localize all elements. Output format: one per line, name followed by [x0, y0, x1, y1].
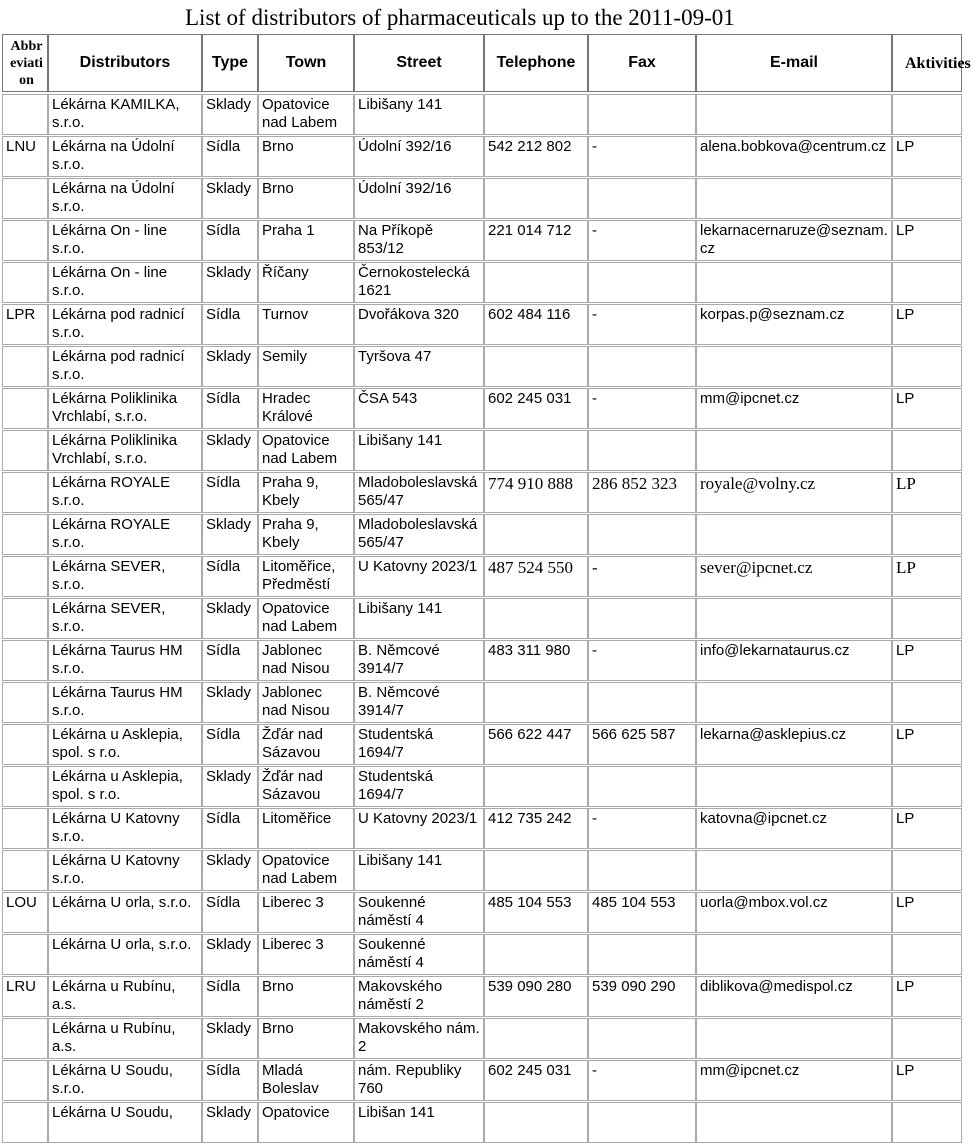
abbreviation-cell: LPR	[2, 304, 48, 345]
type-cell: Sídla	[202, 220, 258, 261]
table-row	[0, 1060, 980, 1102]
fax-cell: -	[588, 640, 696, 681]
activity-cell	[892, 514, 962, 555]
town-cell: Praha 9, Kbely	[258, 514, 354, 555]
table-row	[0, 388, 980, 430]
fax-cell	[588, 682, 696, 723]
street-cell: Libišan 141	[354, 1102, 484, 1143]
fax-cell	[588, 598, 696, 639]
street-cell: Černokostelecká 1621	[354, 262, 484, 303]
email-cell	[696, 598, 892, 639]
table-row	[0, 724, 980, 766]
abbreviation-cell	[2, 430, 48, 471]
abbreviation-cell	[2, 556, 48, 597]
town-cell: Opatovice nad Labem	[258, 430, 354, 471]
fax-cell	[588, 178, 696, 219]
type-cell: Sklady	[202, 178, 258, 219]
abbreviation-cell	[2, 514, 48, 555]
activity-cell	[892, 262, 962, 303]
table-row	[0, 976, 980, 1018]
town-cell: Litoměřice, Předměstí	[258, 556, 354, 597]
table-row	[0, 934, 980, 976]
type-cell: Sídla	[202, 304, 258, 345]
distributor-cell: Lékárna U Katovny s.r.o.	[48, 850, 202, 891]
town-cell: Liberec 3	[258, 892, 354, 933]
street-cell: Soukenné náměstí 4	[354, 892, 484, 933]
type-cell: Sídla	[202, 388, 258, 429]
abbreviation-cell	[2, 1060, 48, 1101]
abbreviation-cell	[2, 598, 48, 639]
abbreviation-cell	[2, 262, 48, 303]
activity-cell: LP	[892, 556, 962, 597]
activity-cell: LP	[892, 220, 962, 261]
type-cell: Sklady	[202, 598, 258, 639]
table-row	[0, 136, 980, 178]
table-row	[0, 178, 980, 220]
distributor-cell: Lékárna SEVER, s.r.o.	[48, 556, 202, 597]
type-cell: Sklady	[202, 346, 258, 387]
email-cell	[696, 514, 892, 555]
header-type: Type	[202, 34, 258, 92]
header-distributors: Distributors	[48, 34, 202, 92]
fax-cell: -	[588, 1060, 696, 1101]
town-cell: Opatovice	[258, 1102, 354, 1143]
town-cell: Praha 1	[258, 220, 354, 261]
fax-cell: 566 625 587	[588, 724, 696, 765]
email-cell: lekarnacernaruze@seznam.cz	[696, 220, 892, 261]
header-town: Town	[258, 34, 354, 92]
table-row	[0, 556, 980, 598]
activity-cell: LP	[892, 1060, 962, 1101]
telephone-cell	[484, 766, 588, 807]
type-cell: Sklady	[202, 934, 258, 975]
street-cell: Libišany 141	[354, 430, 484, 471]
table-row	[0, 346, 980, 388]
email-cell: sever@ipcnet.cz	[696, 556, 892, 597]
street-cell: U Katovny 2023/1	[354, 808, 484, 849]
type-cell: Sídla	[202, 556, 258, 597]
distributor-cell: Lékárna Taurus HM s.r.o.	[48, 682, 202, 723]
street-cell: B. Němcové 3914/7	[354, 682, 484, 723]
distributor-cell: Lékárna Poliklinika Vrchlabí, s.r.o.	[48, 430, 202, 471]
header-email: E-mail	[696, 34, 892, 92]
street-cell: Studentská 1694/7	[354, 766, 484, 807]
table-row	[0, 892, 980, 934]
town-cell: Brno	[258, 136, 354, 177]
street-cell: U Katovny 2023/1	[354, 556, 484, 597]
town-cell: Hradec Králové	[258, 388, 354, 429]
distributor-cell: Lékárna u Asklepia, spol. s r.o.	[48, 724, 202, 765]
street-cell: Mladoboleslavská 565/47	[354, 472, 484, 513]
email-cell	[696, 850, 892, 891]
fax-cell	[588, 1102, 696, 1143]
street-cell: Údolní 392/16	[354, 178, 484, 219]
abbreviation-cell	[2, 682, 48, 723]
email-cell	[696, 1102, 892, 1143]
fax-cell: -	[588, 388, 696, 429]
fax-cell: 286 852 323	[588, 472, 696, 513]
table-row	[0, 766, 980, 808]
email-cell: korpas.p@seznam.cz	[696, 304, 892, 345]
activity-cell	[892, 682, 962, 723]
type-cell: Sklady	[202, 262, 258, 303]
table-row	[0, 430, 980, 472]
table-row	[0, 220, 980, 262]
type-cell: Sídla	[202, 136, 258, 177]
street-cell: Soukenné náměstí 4	[354, 934, 484, 975]
telephone-cell	[484, 1018, 588, 1059]
fax-cell: -	[588, 808, 696, 849]
fax-cell: -	[588, 556, 696, 597]
activity-cell	[892, 598, 962, 639]
activity-cell	[892, 934, 962, 975]
street-cell: ČSA 543	[354, 388, 484, 429]
type-cell: Sklady	[202, 94, 258, 135]
street-cell: Makovského nám. 2	[354, 1018, 484, 1059]
email-cell: katovna@ipcnet.cz	[696, 808, 892, 849]
email-cell: royale@volny.cz	[696, 472, 892, 513]
distributor-cell: Lékárna pod radnicí s.r.o.	[48, 304, 202, 345]
street-cell: Na Příkopě 853/12	[354, 220, 484, 261]
abbreviation-cell: LRU	[2, 976, 48, 1017]
activity-cell	[892, 94, 962, 135]
type-cell: Sídla	[202, 472, 258, 513]
telephone-cell	[484, 94, 588, 135]
abbreviation-cell	[2, 808, 48, 849]
town-cell: Semily	[258, 346, 354, 387]
fax-cell: -	[588, 136, 696, 177]
fax-cell: 485 104 553	[588, 892, 696, 933]
telephone-cell	[484, 682, 588, 723]
type-cell: Sídla	[202, 976, 258, 1017]
town-cell: Žďár nad Sázavou	[258, 766, 354, 807]
abbreviation-cell	[2, 640, 48, 681]
street-cell: Makovského náměstí 2	[354, 976, 484, 1017]
fax-cell	[588, 430, 696, 471]
activity-cell: LP	[892, 472, 962, 513]
email-cell: alena.bobkova@centrum.cz	[696, 136, 892, 177]
fax-cell	[588, 766, 696, 807]
activity-cell: LP	[892, 388, 962, 429]
activity-cell	[892, 1102, 962, 1143]
abbreviation-cell	[2, 472, 48, 513]
town-cell: Žďár nad Sázavou	[258, 724, 354, 765]
telephone-cell	[484, 514, 588, 555]
type-cell: Sklady	[202, 766, 258, 807]
street-cell: Údolní 392/16	[354, 136, 484, 177]
table-row	[0, 1018, 980, 1060]
telephone-cell: 412 735 242	[484, 808, 588, 849]
telephone-cell: 542 212 802	[484, 136, 588, 177]
telephone-cell	[484, 178, 588, 219]
distributors-table	[0, 34, 980, 1144]
activity-cell	[892, 346, 962, 387]
table-row	[0, 262, 980, 304]
distributor-cell: Lékárna KAMILKA, s.r.o.	[48, 94, 202, 135]
table-row	[0, 472, 980, 514]
email-cell	[696, 262, 892, 303]
telephone-cell: 487 524 550	[484, 556, 588, 597]
town-cell: Opatovice nad Labem	[258, 94, 354, 135]
distributor-cell: Lékárna U Katovny s.r.o.	[48, 808, 202, 849]
distributor-cell: Lékárna U orla, s.r.o.	[48, 934, 202, 975]
abbreviation-cell	[2, 388, 48, 429]
type-cell: Sklady	[202, 1018, 258, 1059]
abbreviation-cell	[2, 1102, 48, 1143]
activity-cell: LP	[892, 976, 962, 1017]
abbreviation-cell	[2, 766, 48, 807]
type-cell: Sídla	[202, 1060, 258, 1101]
header-telephone: Telephone	[484, 34, 588, 92]
type-cell: Sklady	[202, 1102, 258, 1143]
type-cell: Sídla	[202, 892, 258, 933]
town-cell: Brno	[258, 976, 354, 1017]
email-cell	[696, 682, 892, 723]
telephone-cell: 774 910 888	[484, 472, 588, 513]
abbreviation-cell	[2, 850, 48, 891]
type-cell: Sklady	[202, 850, 258, 891]
type-cell: Sklady	[202, 514, 258, 555]
activity-cell: LP	[892, 724, 962, 765]
town-cell: Liberec 3	[258, 934, 354, 975]
telephone-cell	[484, 346, 588, 387]
email-cell: lekarna@asklepius.cz	[696, 724, 892, 765]
activity-cell	[892, 766, 962, 807]
table-row	[0, 682, 980, 724]
distributor-cell: Lékárna Taurus HM s.r.o.	[48, 640, 202, 681]
street-cell: Mladoboleslavská 565/47	[354, 514, 484, 555]
telephone-cell: 602 484 116	[484, 304, 588, 345]
distributor-cell: Lékárna pod radnicí s.r.o.	[48, 346, 202, 387]
street-cell: Libišany 141	[354, 850, 484, 891]
street-cell: Tyršova 47	[354, 346, 484, 387]
distributor-cell: Lékárna ROYALE s.r.o.	[48, 514, 202, 555]
email-cell: mm@ipcnet.cz	[696, 1060, 892, 1101]
activity-cell	[892, 1018, 962, 1059]
email-cell	[696, 94, 892, 135]
activity-cell: LP	[892, 640, 962, 681]
town-cell: Opatovice nad Labem	[258, 850, 354, 891]
header-fax: Fax	[588, 34, 696, 92]
table-row	[0, 1102, 980, 1144]
town-cell: Brno	[258, 178, 354, 219]
distributor-cell: Lékárna u Rubínu, a.s.	[48, 1018, 202, 1059]
activity-cell	[892, 850, 962, 891]
distributor-cell: Lékárna na Údolní s.r.o.	[48, 178, 202, 219]
abbreviation-cell	[2, 346, 48, 387]
table-row	[0, 304, 980, 346]
distributor-cell: Lékárna SEVER, s.r.o.	[48, 598, 202, 639]
distributor-cell: Lékárna na Údolní s.r.o.	[48, 136, 202, 177]
street-cell: B. Němcové 3914/7	[354, 640, 484, 681]
town-cell: Litoměřice	[258, 808, 354, 849]
type-cell: Sídla	[202, 808, 258, 849]
telephone-cell	[484, 934, 588, 975]
fax-cell	[588, 934, 696, 975]
table-row	[0, 850, 980, 892]
table-row	[0, 94, 980, 136]
activity-cell: LP	[892, 304, 962, 345]
activity-cell: LP	[892, 892, 962, 933]
abbreviation-cell: LNU	[2, 136, 48, 177]
telephone-cell	[484, 262, 588, 303]
activity-cell: LP	[892, 808, 962, 849]
activity-cell	[892, 178, 962, 219]
fax-cell	[588, 1018, 696, 1059]
activity-cell: LP	[892, 136, 962, 177]
street-cell: Libišany 141	[354, 598, 484, 639]
abbreviation-cell	[2, 94, 48, 135]
telephone-cell	[484, 1102, 588, 1143]
abbreviation-cell	[2, 178, 48, 219]
telephone-cell	[484, 850, 588, 891]
fax-cell	[588, 514, 696, 555]
type-cell: Sídla	[202, 640, 258, 681]
street-cell: Libišany 141	[354, 94, 484, 135]
distributor-cell: Lékárna On - line s.r.o.	[48, 262, 202, 303]
distributor-cell: Lékárna U Soudu,	[48, 1102, 202, 1143]
distributor-cell: Lékárna u Rubínu, a.s.	[48, 976, 202, 1017]
distributor-cell: Lékárna ROYALE s.r.o.	[48, 472, 202, 513]
table-row	[0, 808, 980, 850]
distributor-cell: Lékárna u Asklepia, spol. s r.o.	[48, 766, 202, 807]
street-cell: Dvořákova 320	[354, 304, 484, 345]
fax-cell	[588, 850, 696, 891]
email-cell: mm@ipcnet.cz	[696, 388, 892, 429]
telephone-cell	[484, 430, 588, 471]
distributor-cell: Lékárna U Soudu, s.r.o.	[48, 1060, 202, 1101]
fax-cell	[588, 94, 696, 135]
header-activities: Aktivities	[892, 34, 962, 92]
email-cell	[696, 346, 892, 387]
email-cell: diblikova@medispol.cz	[696, 976, 892, 1017]
type-cell: Sklady	[202, 682, 258, 723]
table-row	[0, 640, 980, 682]
town-cell: Říčany	[258, 262, 354, 303]
town-cell: Praha 9, Kbely	[258, 472, 354, 513]
town-cell: Jablonec nad Nisou	[258, 640, 354, 681]
header-street: Street	[354, 34, 484, 92]
fax-cell: 539 090 290	[588, 976, 696, 1017]
telephone-cell: 539 090 280	[484, 976, 588, 1017]
telephone-cell: 485 104 553	[484, 892, 588, 933]
table-body	[0, 94, 980, 1144]
table-row	[0, 514, 980, 556]
fax-cell: -	[588, 304, 696, 345]
town-cell: Opatovice nad Labem	[258, 598, 354, 639]
fax-cell: -	[588, 220, 696, 261]
town-cell: Jablonec nad Nisou	[258, 682, 354, 723]
type-cell: Sklady	[202, 430, 258, 471]
abbreviation-cell	[2, 220, 48, 261]
distributor-cell: Lékárna U orla, s.r.o.	[48, 892, 202, 933]
street-cell: Studentská 1694/7	[354, 724, 484, 765]
abbreviation-cell: LOU	[2, 892, 48, 933]
town-cell: Brno	[258, 1018, 354, 1059]
telephone-cell: 602 245 031	[484, 1060, 588, 1101]
page-title: List of distributors of pharmaceuticals up to the 2011-09-01	[185, 5, 735, 30]
email-cell: info@lekarnataurus.cz	[696, 640, 892, 681]
town-cell: Mladá Boleslav	[258, 1060, 354, 1101]
distributor-cell: Lékárna On - line s.r.o.	[48, 220, 202, 261]
telephone-cell: 602 245 031	[484, 388, 588, 429]
telephone-cell: 566 622 447	[484, 724, 588, 765]
table-row	[0, 598, 980, 640]
telephone-cell	[484, 598, 588, 639]
street-cell: nám. Republiky 760	[354, 1060, 484, 1101]
email-cell	[696, 430, 892, 471]
email-cell: uorla@mbox.vol.cz	[696, 892, 892, 933]
table-header	[0, 34, 980, 94]
fax-cell	[588, 346, 696, 387]
abbreviation-cell	[2, 724, 48, 765]
email-cell	[696, 934, 892, 975]
email-cell	[696, 1018, 892, 1059]
telephone-cell: 483 311 980	[484, 640, 588, 681]
abbreviation-cell	[2, 1018, 48, 1059]
telephone-cell: 221 014 712	[484, 220, 588, 261]
town-cell: Turnov	[258, 304, 354, 345]
type-cell: Sídla	[202, 724, 258, 765]
fax-cell	[588, 262, 696, 303]
email-cell	[696, 766, 892, 807]
activity-cell	[892, 430, 962, 471]
distributor-cell: Lékárna Poliklinika Vrchlabí, s.r.o.	[48, 388, 202, 429]
abbreviation-cell	[2, 934, 48, 975]
header-abbreviation: Abbr eviati on	[2, 34, 48, 92]
email-cell	[696, 178, 892, 219]
